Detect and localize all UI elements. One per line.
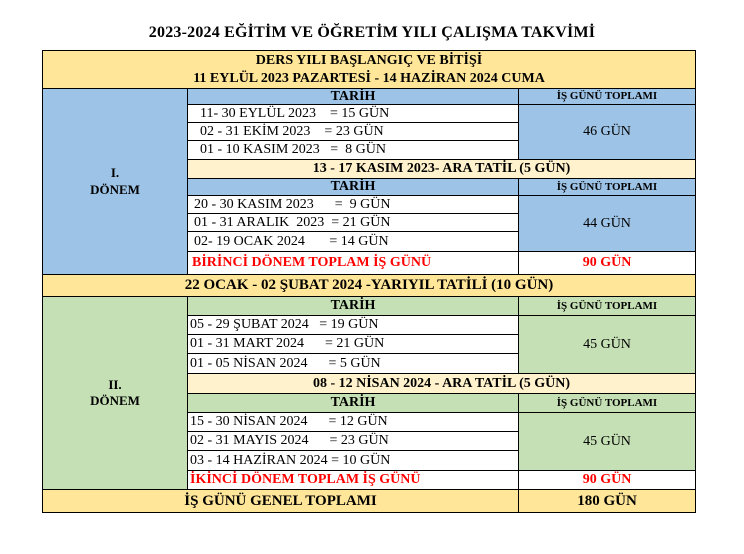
term2-block1-row: 01 - 31 MART 2024 = 21 GÜN (187, 334, 519, 354)
academic-year-header (42, 50, 696, 89)
term1-block1-row: 11- 30 EYLÜL 2023 = 15 GÜN (187, 104, 519, 123)
term1-block2-row: 01 - 31 ARALIK 2023 = 21 GÜN (187, 213, 519, 232)
term2-block2-tarih-header: TARİH (187, 393, 519, 413)
term1-mid-break: 13 - 17 KASIM 2023- ARA TATİL (5 GÜN) (187, 159, 696, 179)
term1-block2-row: 02- 19 OCAK 2024 = 14 GÜN (187, 231, 519, 252)
midyear-break: 22 OCAK - 02 ŞUBAT 2024 -YARIYIL TATİLİ (10 GÜN) (42, 274, 696, 297)
term2-block2-row: 03 - 14 HAZİRAN 2024 = 10 GÜN (187, 450, 519, 471)
term1-block1-total: 46 GÜN (518, 104, 696, 160)
grand-total-value: 180 GÜN (518, 489, 696, 513)
header-line2: 11 EYLÜL 2023 PAZARTESİ - 14 HAZİRAN 2024 CUMA (193, 70, 545, 86)
term2-label: II. DÖNEM (42, 296, 188, 490)
header-line1: DERS YILI BAŞLANGIÇ VE BİTİŞİ (255, 53, 483, 68)
term1-block1-row: 01 - 10 KASIM 2023 = 8 GÜN (187, 140, 519, 160)
term2-block2-row: 15 - 30 NİSAN 2024 = 12 GÜN (187, 412, 519, 432)
term2-block2-row: 02 - 31 MAYIS 2024 = 23 GÜN (187, 431, 519, 451)
term2-summary-value: 90 GÜN (518, 470, 696, 490)
term2-mid-break: 08 - 12 NİSAN 2024 - ARA TATİL (5 GÜN) (187, 373, 696, 394)
term2-summary-label: İKİNCİ DÖNEM TOPLAM İŞ GÜNÜ (187, 470, 519, 490)
term1-block1-tarih-header: TARİH (187, 88, 519, 105)
term1-block2-row: 20 - 30 KASIM 2023 = 9 GÜN (187, 195, 519, 214)
term1-block1-row: 02 - 31 EKİM 2023 = 23 GÜN (187, 122, 519, 141)
term1-label: I. DÖNEM (42, 88, 188, 275)
term1-block2-total: 44 GÜN (518, 195, 696, 252)
term1-summary-label: BİRİNCİ DÖNEM TOPLAM İŞ GÜNÜ (187, 251, 519, 275)
term1-summary-value: 90 GÜN (518, 251, 696, 275)
term2-block1-total-header: İŞ GÜNÜ TOPLAMI (518, 296, 696, 316)
term2-block1-row: 05 - 29 ŞUBAT 2024 = 19 GÜN (187, 315, 519, 335)
term2-block2-total: 45 GÜN (518, 412, 696, 471)
term2-block1-row: 01 - 05 NİSAN 2024 = 5 GÜN (187, 353, 519, 374)
page-title: 2023-2024 EĞİTİM VE ÖĞRETİM YILI ÇALIŞMA TAKVİMİ (148, 24, 596, 41)
term1-block2-tarih-header: TARİH (187, 178, 519, 196)
grand-total-label: İŞ GÜNÜ GENEL TOPLAMI (42, 489, 519, 513)
term1-block2-total-header: İŞ GÜNÜ TOPLAMI (518, 178, 696, 196)
term2-block2-total-header: İŞ GÜNÜ TOPLAMI (518, 393, 696, 413)
term2-block1-tarih-header: TARİH (187, 296, 519, 316)
term2-block1-total: 45 GÜN (518, 315, 696, 374)
term1-block1-total-header: İŞ GÜNÜ TOPLAMI (518, 88, 696, 105)
